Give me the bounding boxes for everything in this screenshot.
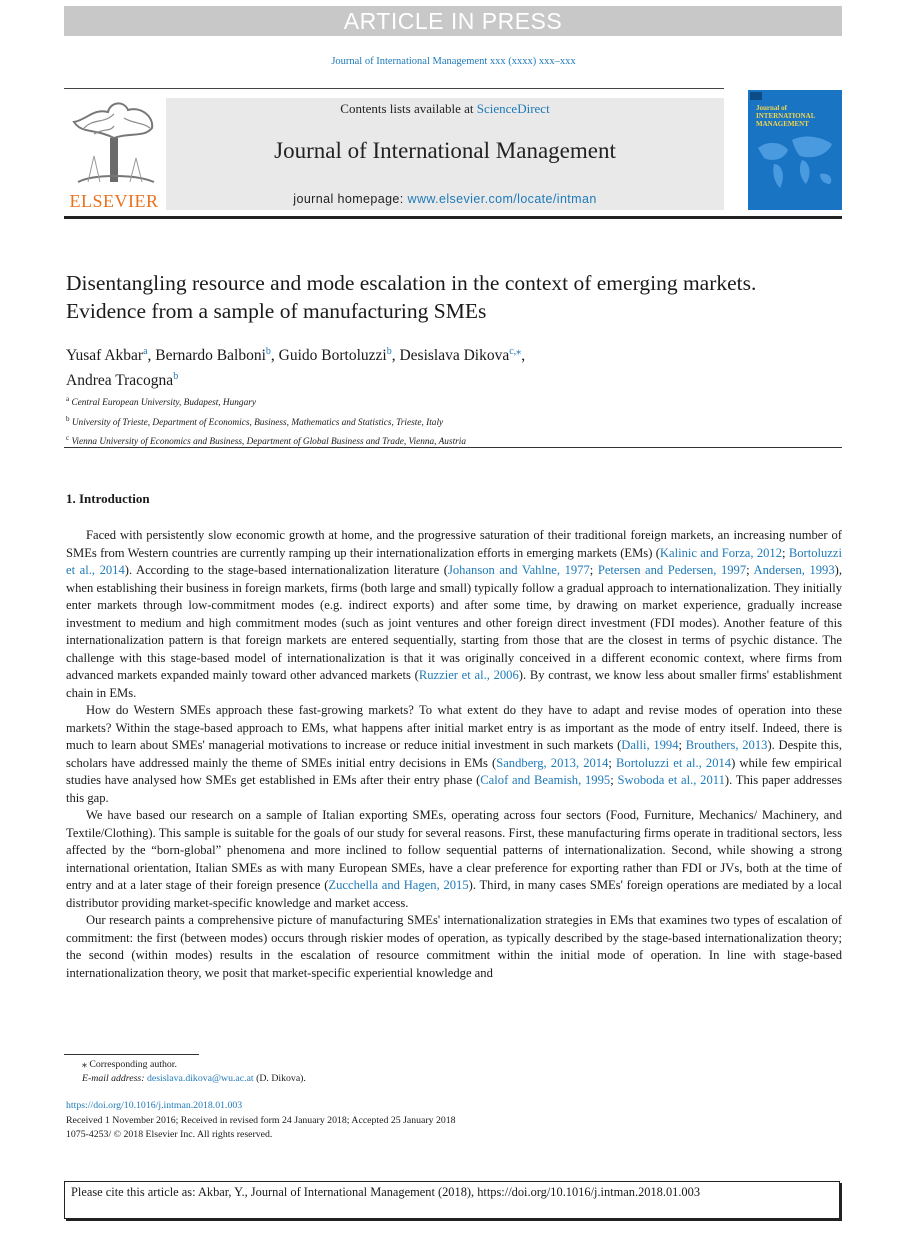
affiliation: $^a$ Central European University, Budapest, Hungary (66, 395, 256, 409)
paragraph-text: ). This paper addresses this gap. (66, 773, 842, 805)
email-note: E-mail address: desislava.dikova@wu.ac.at (D. Dikova). (82, 1073, 306, 1084)
doi-link[interactable]: https://doi.org/10.1016/j.intman.2018.01.003 (66, 1100, 243, 1111)
copyright-notice: 1075-4253/ © 2018 Elsevier Inc. All rights reserved. (66, 1129, 273, 1140)
journal-reference[interactable]: Journal of International Management xxx (xxxx) xxx–xxx (331, 56, 576, 67)
corresponding-author-note: ⁎ Corresponding author. (82, 1059, 177, 1070)
paragraph (66, 702, 842, 807)
citation-link[interactable]: Bortoluzzi et al., 2014 (66, 545, 842, 577)
paragraph (66, 807, 842, 912)
elsevier-tree-icon (64, 98, 164, 188)
citation-link[interactable]: Kalinic and Forza, 2012 (659, 545, 783, 560)
footnote-rule (64, 1054, 199, 1055)
cite-box-shadow (66, 1219, 842, 1221)
journal-homepage-link[interactable]: www.elsevier.com/locate/intman (407, 192, 597, 206)
sciencedirect-link[interactable]: ScienceDirect (476, 101, 550, 116)
elsevier-logo[interactable] (64, 98, 164, 210)
author[interactable]: Bernardo Balboni$^b$ (155, 346, 271, 365)
citation-link[interactable]: Brouthers, 2013 (685, 738, 768, 752)
journal-cover-thumbnail[interactable] (748, 90, 842, 210)
paragraph-text: ), when establishing their business in foreign markets, firms (both large and small) typically follow a gradual approach to internationalization. They initially enter markets through low-commitment modes (e.g. indirect exports) and after some time, by drawing on market experience, gradually increase investment to medium and high commitment modes (such as joint ventures and other foreign direct investment (FDI modes). Another feature of this internationalization pattern is that foreign markets are entered sequentially, starting from those that are the closest in terms of psychic distance. The challenge with this stage-based model of internationalization is that it was originally conceived in a different economic context, where firms from advanced markets expanded mainly toward other advanced markets ( (66, 563, 842, 682)
paragraph-text: ; (782, 545, 789, 560)
affiliation-list (66, 392, 786, 451)
paragraph-text: Our research paints a comprehensive picture of manufacturing SMEs' internationalization strategies in EMs that examines two types of escalation of commitment: the first (between modes) occurs through riskier modes of operation, as typically described by the stage-based internationalization theory; the second (within modes) results in the escalation of resource commitment within the initial mode of operation. In line with stage-based internationalization theory, we posit that market-specific experiential knowledge and (66, 913, 842, 980)
header-divider (64, 216, 842, 219)
contents-available-line (166, 101, 724, 117)
author[interactable]: Yusaf Akbar$^a$ (66, 346, 148, 365)
paragraph-text: ; (746, 563, 754, 577)
paragraph-text: ; (608, 755, 616, 770)
citation-link[interactable]: Andersen, 1993 (753, 563, 835, 577)
article-in-press-banner: ARTICLE IN PRESS (64, 6, 842, 36)
citation-link[interactable]: Swoboda et al., 2011 (617, 773, 725, 787)
cover-title-text: Journal of INTERNATIONAL MANAGEMENT (756, 104, 815, 128)
citation-box: Please cite this article as: Akbar, Y., Journal of International Management (2018), https://doi.org/10.1016/j.intman.2018.01.003 (64, 1181, 840, 1219)
author-list: Yusaf Akbar$^a$, Bernardo Balboni$^b$, Guido Bortoluzzi$^b$, Desislava Dikova$^{c,⁎}$, Andrea Tracogna$^b$ (66, 346, 526, 390)
citation-link[interactable]: Petersen and Pedersen, 1997 (597, 563, 747, 577)
paragraph-text: Faced with persistently slow economic growth at home, and the progressive saturation of their traditional foreign markets, an increasing number of SMEs from Western countries are currently ramping up their internationalization efforts in emerging markets (EMs) ( (66, 528, 842, 560)
paragraph-text: ). Third, in many cases SMEs' foreign operations are mediated by a local distributor providing market-specific knowledge and market access. (66, 878, 843, 910)
author[interactable]: Desislava Dikova$^{c,⁎}$ (399, 346, 522, 365)
author[interactable]: Andrea Tracogna$^b$ (66, 371, 179, 390)
affiliation: $^b$ University of Trieste, Department of Economics, Business, Mathematics and Statistics, Trieste, Italy (66, 414, 444, 428)
citation-link[interactable]: Calof and Beamish, 1995 (480, 773, 611, 787)
journal-homepage-line (166, 192, 724, 206)
citation-link[interactable]: Bortoluzzi et al., 2014 (616, 755, 732, 770)
email-link[interactable]: desislava.dikova@wu.ac.at (146, 1073, 254, 1084)
paragraph-text: ; (678, 738, 686, 752)
citation-link[interactable]: Sandberg, 2013, 2014 (496, 755, 609, 770)
publication-info (66, 1099, 766, 1143)
author[interactable]: Guido Bortoluzzi$^b$ (278, 346, 392, 365)
header-rule (64, 88, 724, 89)
body-text (66, 527, 842, 982)
section-heading: 1. Introduction (66, 491, 150, 506)
paragraph-text: We have based our research on a sample of Italian exporting SMEs, operating across four sectors (Food, Furniture, Mechanics/ Machinery, and Textile/Clothing). This sample is suitable for the goals of our study for several reasons. First, these manufacturing firms operate in traditional sectors, less affected by the “born-global” phenomena and more inclined to follow sequential patterns of internationalization. Second, while showing a strong international orientation, Italian SMEs as with many European SMEs, have a clear preference for exporting rather than FDI or JVs, both at the time of entry and at a later stage of their foreign presence ( (66, 808, 842, 892)
citation-link[interactable]: Johanson and Vahlne, 1977 (447, 563, 590, 577)
paragraph (66, 912, 842, 982)
journal-title: Journal of International Management (274, 138, 616, 163)
paragraph-text: ). Despite this, scholars have addressed mainly the theme of SMEs initial entry decisions in EMs ( (66, 738, 842, 770)
contents-prefix: Contents lists available at (340, 101, 477, 116)
journal-masthead (166, 98, 724, 210)
citation-link[interactable]: Zucchella and Hagen, 2015 (328, 878, 469, 892)
paragraph-text: ; (610, 773, 618, 787)
cite-box-shadow (840, 1183, 842, 1221)
footnotes (66, 1058, 766, 1086)
paragraph-text: ). By contrast, we know less about smaller firms' establishment chain in EMs. (66, 668, 842, 700)
paragraph (66, 527, 842, 702)
citation-link[interactable]: Ruzzier et al., 2006 (418, 668, 519, 682)
homepage-prefix: journal homepage: (293, 192, 408, 206)
citation-link[interactable]: Dalli, 1994 (621, 738, 679, 752)
elsevier-wordmark: ELSEVIER (69, 191, 159, 211)
paragraph-text: ) while few empirical studies have analysed how SMEs get established in EMs after their entry phase ( (66, 755, 842, 787)
article-title: Disentangling resource and mode escalation in the context of emerging markets. Evidence from a sample of manufacturing SMEs (66, 271, 757, 323)
paragraph-text: How do Western SMEs approach these fast-growing markets? To what extent do they have to adapt and revise modes of operation into these markets? Within the stage-based approach to EMs, what happens after initial market entry is as important as the mode of entry itself. Indeed, there is much to learn about SMEs' managerial motivations to increase or reduce initial investment in such markets ( (66, 703, 842, 752)
received-dates: Received 1 November 2016; Received in revised form 24 January 2018; Accepted 25 January 2018 (66, 1114, 456, 1126)
paragraph-text: ; (589, 563, 598, 577)
section-divider (64, 447, 842, 448)
paragraph-text: ). According to the stage-based internationalization literature ( (124, 563, 448, 577)
affiliation: $^c$ Vienna University of Economics and Business, Department of Global Business and Trade, Vienna, Austria (66, 434, 467, 448)
